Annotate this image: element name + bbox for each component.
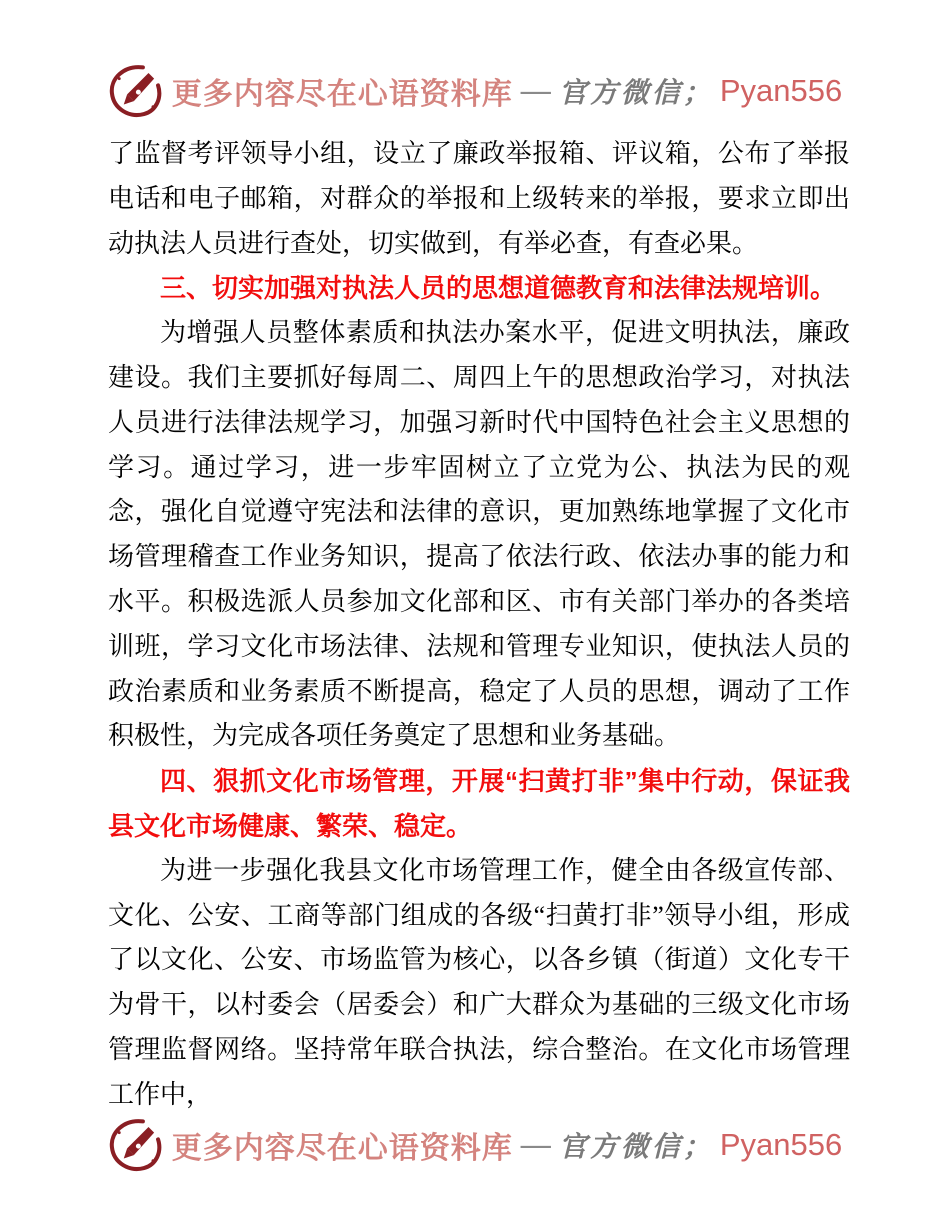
footer-watermark bbox=[0, 1118, 950, 1172]
section-heading-four: 四、狠抓文化市场管理，开展“扫黄打非”集中行动，保证我县文化市场健康、繁荣、稳定。 bbox=[108, 766, 850, 841]
watermark-dash: — bbox=[520, 74, 551, 107]
header-watermark bbox=[0, 64, 950, 118]
paragraph-continuation: 了监督考评领导小组，设立了廉政举报箱、评议箱，公布了举报电话和电子邮箱，对群众的举报和上级转来的举报，要求立即出动执法人员进行查处，切实做到，有举必查，有查必果。 bbox=[108, 139, 850, 258]
watermark-wechat-label: 官方微信； bbox=[558, 1132, 714, 1163]
watermark-wechat-account: Pyan556 bbox=[719, 73, 843, 108]
watermark-dash: — bbox=[520, 1128, 551, 1161]
paragraph-market-management: 为进一步强化我县文化市场管理工作，健全由各级宣传部、文化、公安、工商等部门组成的各级“扫黄打非”领导小组，形成了以文化、公安、市场监管为核心，以各乡镇（街道）文化专干为骨干，以村委会（居委会）和广大群众为基础的三级文化市场管理监督网络。坚持常年联合执法，综合整治。在文化市场管理工作中， bbox=[108, 855, 850, 1109]
pen-circle-logo-icon bbox=[108, 64, 162, 118]
pen-circle-logo-icon bbox=[108, 1118, 162, 1172]
document-body bbox=[108, 132, 850, 1118]
watermark-site-text: 更多内容尽在心语资料库 bbox=[171, 1132, 513, 1165]
watermark-wechat-account: Pyan556 bbox=[719, 1127, 843, 1162]
watermark-site-text: 更多内容尽在心语资料库 bbox=[171, 78, 513, 111]
watermark-wechat-label: 官方微信； bbox=[558, 78, 714, 109]
section-heading-three: 三、切实加强对执法人员的思想道德教育和法律法规培训。 bbox=[160, 273, 837, 304]
paragraph-training: 为增强人员整体素质和执法办案水平，促进文明执法，廉政建设。我们主要抓好每周二、周四上午的思想政治学习，对执法人员进行法律法规学习，加强习新时代中国特色社会主义思想的学习。通过学习，进一步牢固树立了立党为公、执法为民的观念，强化自觉遵守宪法和法律的意识，更加熟练地掌握了文化市场管理稽查工作业务知识，提高了依法行政、依法办事的能力和水平。积极选派人员参加文化部和区、市有关部门举办的各类培训班，学习文化市场法律、法规和管理专业知识，使执法人员的政治素质和业务素质不断提高，稳定了人员的思想，调动了工作积极性，为完成各项任务奠定了思想和业务基础。 bbox=[108, 318, 850, 751]
